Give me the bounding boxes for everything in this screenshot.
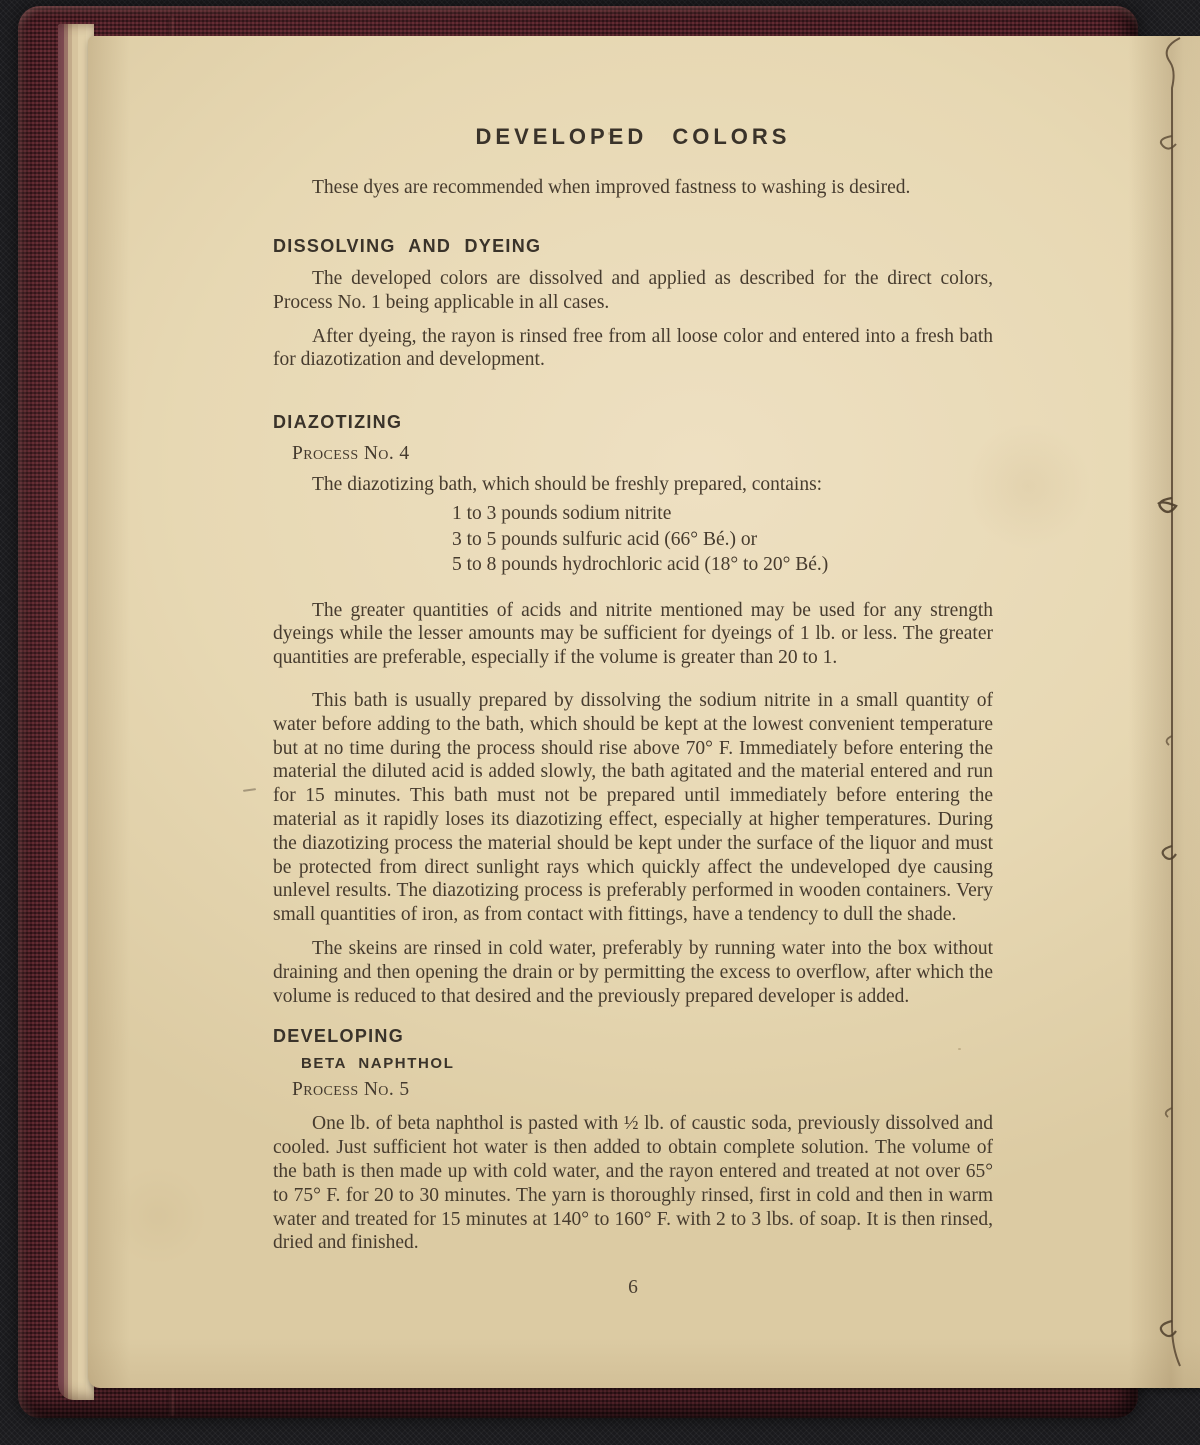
process-number-label: Process No. 4	[292, 443, 410, 465]
section-heading-developing: DEVELOPING	[273, 1026, 405, 1047]
page-content	[273, 36, 993, 1299]
intro-paragraph: These dyes are recommended when improved fastness to washing is desired.	[312, 177, 911, 198]
section-heading-dissolving-and-dyeing: DISSOLVING AND DYEING	[273, 236, 542, 256]
margin-pencil-mark	[243, 788, 256, 792]
subheading-beta-naphthol: BETA NAPHTHOL	[301, 1055, 455, 1073]
page-number: 6	[628, 1277, 638, 1299]
paragraph: After dyeing, the rayon is rinsed free from all loose color and entered into a fresh bath for diazotization and development.	[273, 325, 993, 371]
recipe-line: 1 to 3 pounds sodium nitrite	[452, 503, 672, 525]
book-page	[88, 36, 1200, 1388]
process-number-label: Process No. 5	[292, 1079, 410, 1101]
binding-thread-icon	[1142, 36, 1200, 1388]
paragraph: This bath is usually prepared by dissolving the sodium nitrite in a small quantity of water before adding to the bath, which should be kept at the lowest convenient temperature but at no time during the process should rise above 70° F. Immediately before entering the material the diluted acid is added slowly, the bath agitated and the material entered and run for 15 minutes. This bath must not be prepared until immediately before entering the material as it rapidly loses its diazotizing effect, especially at higher temperatures. During the diazotizing process the material should be kept under the surface of the liquor and must be protected from direct sunlight rays which quickly affect the undeveloped dye causing unlevel results. The diazotizing process is preferably performed in wooden containers. Very small quantities of iron, as from contact with fittings, have a tendency to dull the shade.	[273, 690, 993, 926]
paragraph: The greater quantities of acids and nitrite mentioned may be used for any strength dyeings while the lesser amounts may be sufficient for dyeings of 1 lb. or less. The greater quantities are preferable, especially if the volume is greater than 20 to 1.	[273, 599, 993, 669]
section-heading-diazotizing: DIAZOTIZING	[273, 412, 403, 433]
paragraph: The diazotizing bath, which should be freshly prepared, contains:	[312, 474, 823, 496]
paragraph: The developed colors are dissolved and applied as described for the direct colors, Process No. 1 being applicable in all cases.	[273, 268, 993, 313]
recipe-list	[452, 501, 993, 578]
page-title: DEVELOPED COLORS	[475, 124, 791, 149]
paragraph: One lb. of beta naphthol is pasted with ½ lb. of caustic soda, previously dissolved and cooled. Just sufficient hot water is then added to obtain complete solution. The volume of the bath is then made up with cold water, and the rayon entered and treated at not over 65° to 75° F. for 20 to 30 minutes. The yarn is thoroughly rinsed, first in cold and then in warm water and treated for 15 minutes at 140° to 160° F. with 2 to 3 lbs. of soap. It is then rinsed, dried and finished.	[273, 1113, 993, 1254]
paragraph: The skeins are rinsed in cold water, preferably by running water into the box without draining and then opening the drain or by permitting the excess to overflow, after which the volume is reduced to that desired and the previously prepared developer is added.	[273, 938, 993, 1007]
recipe-line: 5 to 8 pounds hydrochloric acid (18° to 20° Bé.)	[452, 554, 829, 576]
recipe-line: 3 to 5 pounds sulfuric acid (66° Bé.) or	[452, 528, 758, 550]
